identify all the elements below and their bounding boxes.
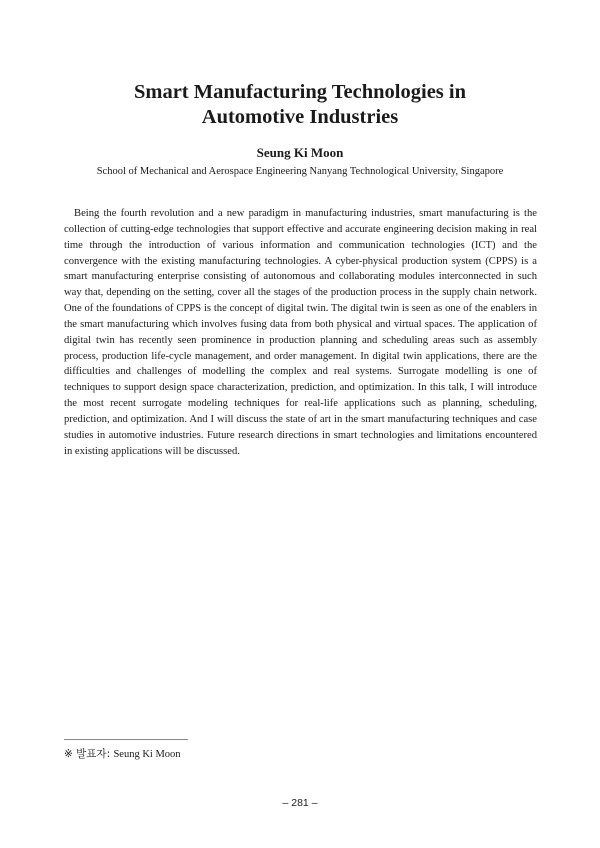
paper-title-line-1: Smart Manufacturing Technologies in (133, 81, 466, 103)
author-affiliation: School of Mechanical and Aerospace Engineering Nanyang Technological University, Singapore (96, 166, 504, 177)
footnote-presenter-name: Seung Ki Moon (113, 749, 181, 760)
page-number: – 281 – (282, 797, 318, 809)
footnote (64, 746, 181, 761)
paper-title (0, 80, 600, 130)
footnote-divider (64, 739, 188, 740)
footnote-prefix: ※ 발표자: (64, 748, 114, 760)
author-name: Seung Ki Moon (256, 145, 344, 160)
paper-title-line-2: Automotive Industries (201, 106, 399, 128)
abstract-text: Being the fourth revolution and a new paradigm in manufacturing industries, smart manufacturing is the collection of cutting-edge technologies that support effective and accurate engineering decision making in real time through the introduction of various information and communication technologies (ICT) and the convergence with the existing manufacturing technologies. A cyber-physical production system (CPPS) is a smart manufacturing enterprise consisting of autonomous and collaborating modules interconnected in such way that, depending on the setting, cover all the stages of the production process in the supply chain network. One of the foundations of CPPS is the concept of digital twin. The digital twin is seen as one of the enablers in the smart manufacturing which involves fusing data from both physical and virtual spaces. The application of digital twin has recently seen prominence in production planning and scheduling areas such as assembly process, production life-cycle management, and order management. In digital twin applications, there are the difficulties and challenges of modelling the complex and real systems. Surrogate modelling is one of techniques to support design space characterization, prediction, and optimization. In this talk, I will introduce the most recent surrogate modeling techniques for real-life applications such as planning, scheduling, prediction, and optimization. And I will discuss the state of art in the smart manufacturing techniques and case studies in automotive industries. Future research directions in smart technologies and limitations encountered in existing applications will be discussed. (64, 208, 537, 457)
